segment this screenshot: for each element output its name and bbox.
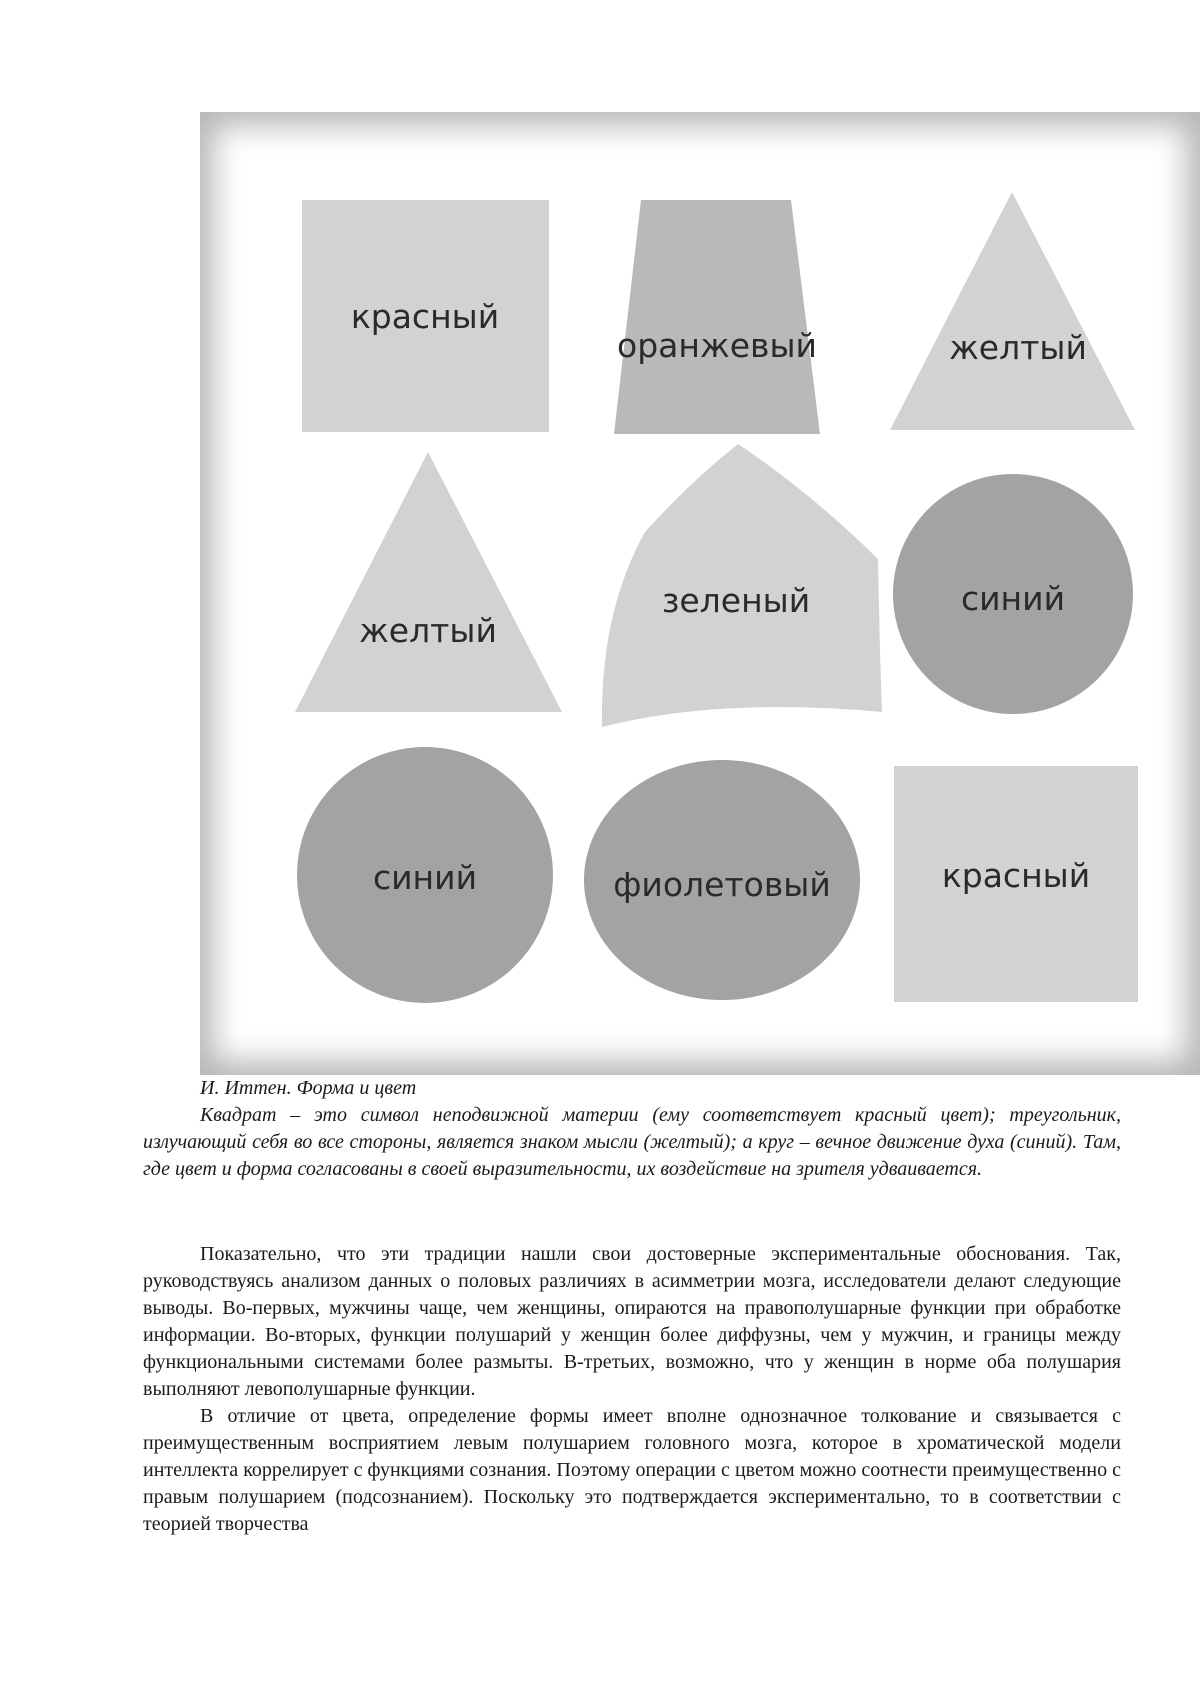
body-text <box>143 1241 1121 1538</box>
shape-label: желтый <box>949 328 1087 367</box>
triangle-shape <box>890 192 1135 430</box>
shape-label: синий <box>372 858 478 897</box>
shape-label: синий <box>960 579 1066 618</box>
triangle-shape <box>295 452 562 712</box>
trapezoid-shape <box>614 200 820 434</box>
paragraph: Показательно, что эти традиции нашли свои достоверные экспериментальные обоснования. Так, руководствуясь анализом данных о половых различиях в асимметрии мозга, исследователи делают следующие выводы. Во-первых, мужчины чаще, чем женщины, опираются на правополушарные функции при обработке информации. Во-вторых, функции полушарий у женщин более диффузны, чем у мужчин, и границы между функциональными системами более размыты. В-третьих, возможно, что у женщин в норме оба полушария выполняют левополушарные функции. <box>143 1243 1121 1400</box>
itten-form-color-figure <box>200 112 1200 1075</box>
shape-label: красный <box>350 297 500 336</box>
shape-label: зеленый <box>661 581 811 620</box>
itten-quote: Квадрат – это символ неподвижной материи (ему соответствует красный цвет); треугольник, излучающий себя во все стороны, является знаком мысли (желтый); а круг – вечное движение духа (синий). Там, где цвет и форма согласованы в своей выразительности, их воздействие на зрителя удваивается. <box>143 1104 1121 1180</box>
shape-label: фиолетовый <box>613 865 831 904</box>
shape-label: красный <box>941 856 1091 895</box>
figure-caption: И. Иттен. Форма и цвет <box>200 1077 417 1099</box>
shape-label: оранжевый <box>617 326 817 365</box>
paragraph: В отличие от цвета, определение формы имеет вполне однозначное толкование и связывается с преимущественным восприятием левым полушарием головного мозга, которое в хроматической модели интеллекта коррелирует с функциями сознания. Поэтому операции с цветом можно соотнести преимущественно с правым полушарием (подсознанием). Поскольку это подтверждается экспериментально, то в соответствии с теорией творчества <box>143 1405 1121 1535</box>
shapes-canvas <box>200 112 1200 1075</box>
shape-label: желтый <box>359 611 497 650</box>
